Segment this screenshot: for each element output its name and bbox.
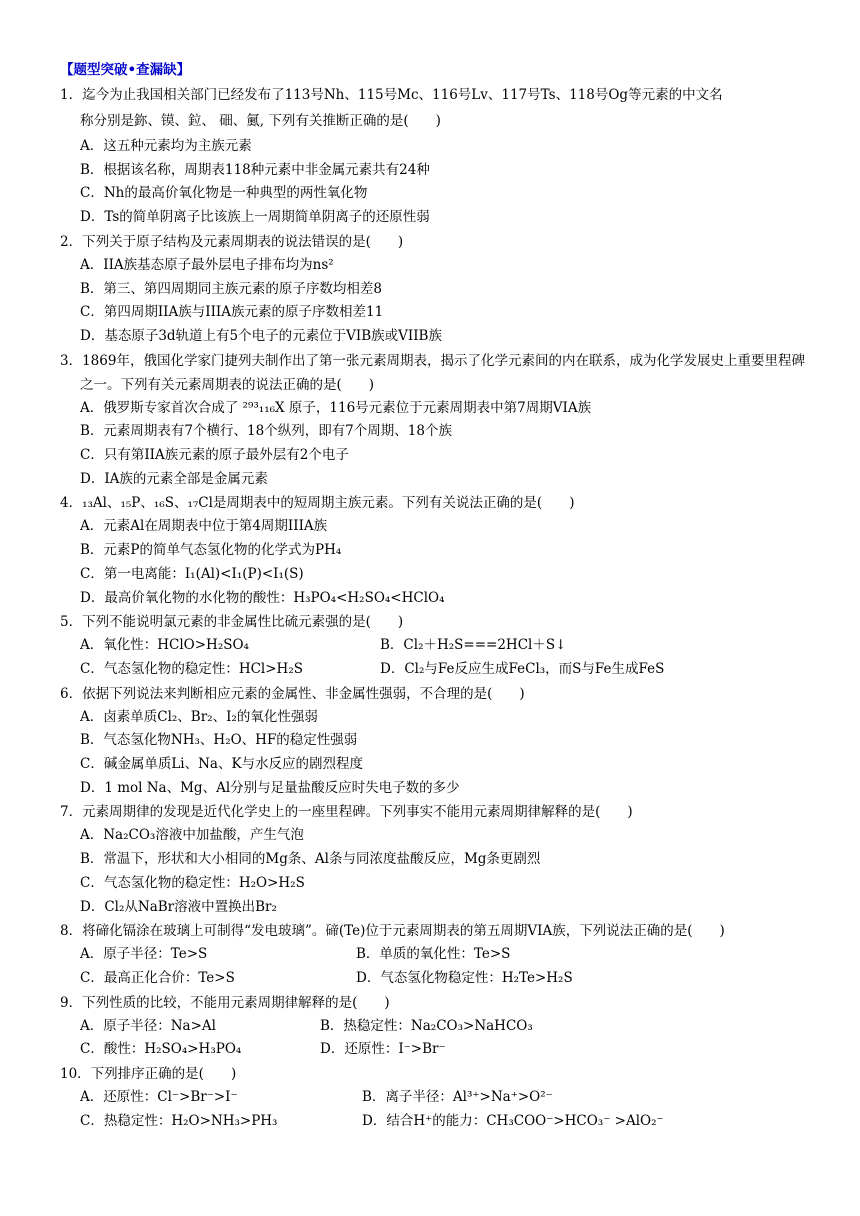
option-c: C．第四周期IIA族与IIIA族元素的原子序数相差11 [80, 304, 384, 321]
worksheet [60, 60, 810, 1134]
question-6 [60, 682, 810, 801]
option-b: B．元素P的简单气态氢化物的化学式为PH₄ [80, 542, 342, 559]
option-a: A．原子半径：Na>Al [80, 1017, 216, 1034]
question-10 [60, 1062, 810, 1133]
question-1 [60, 83, 810, 230]
question-5 [60, 610, 810, 681]
option-d: D．最高价氧化物的水化物的酸性：H₃PO₄<H₂SO₄<HClO₄ [80, 589, 445, 606]
option-d: D．IA族的元素全部是金属元素 [80, 470, 268, 487]
question-8 [60, 919, 810, 990]
option-c: C．酸性：H₂SO₄>H₃PO₄ [80, 1041, 242, 1058]
option-a: A．元素Al在周期表中位于第4周期IIIA族 [80, 518, 328, 535]
option-b: B．单质的氧化性：Te>S [356, 946, 511, 963]
option-a: A．俄罗斯专家首次合成了 ²⁹³₁₁₆X 原子，116号元素位于元素周期表中第7周期VIA族 [80, 399, 592, 416]
option-a: A．IIA族基态原子最外层电子排布均为ns² [80, 256, 334, 273]
option-d: D．气态氢化物稳定性：H₂Te>H₂S [356, 969, 573, 986]
option-d: D．Ts的简单阴离子比该族上一周期简单阴离子的还原性弱 [80, 209, 430, 226]
option-c: C．热稳定性：H₂O>NH₃>PH₃ [80, 1112, 278, 1129]
option-b: B．元素周期表有7个横行、18个纵列，即有7个周期、18个族 [80, 423, 452, 440]
question-stem: 2．下列关于原子结构及元素周期表的说法错误的是( ) [60, 233, 404, 250]
question-2 [60, 230, 810, 349]
question-7 [60, 800, 810, 919]
option-b: B．离子半径：Al³⁺>Na⁺>O²⁻ [362, 1089, 553, 1106]
option-b: B．热稳定性：Na₂CO₃>NaHCO₃ [320, 1017, 533, 1034]
option-c: C．第一电离能：I₁(Al)<I₁(P)<I₁(S) [80, 565, 304, 582]
question-stem: 9．下列性质的比较，不能用元素周期律解释的是( ) [60, 994, 390, 1011]
option-a: A．还原性：Cl⁻>Br⁻>I⁻ [80, 1089, 238, 1106]
question-stem: 8．将碲化镉涂在玻璃上可制得“发电玻璃”。碲(Te)位于元素周期表的第五周期VIA族，下列说法正确的是( ) [60, 923, 725, 940]
option-c: C．最高正化合价：Te>S [80, 969, 235, 986]
question-stem: 4．₁₃Al、₁₅P、₁₆S、₁₇Cl是周期表中的短周期主族元素。下列有关说法正确的是( ) [60, 495, 575, 512]
question-stem: 7．元素周期律的发现是近代化学史上的一座里程碑。下列事实不能用元素周期律解释的是( ) [60, 804, 633, 821]
question-stem: 5．下列不能说明氯元素的非金属性比硫元素强的是( ) [60, 614, 404, 631]
option-d: D．1 mol Na、Mg、Al分别与足量盐酸反应时失电子数的多少 [80, 779, 460, 796]
question-stem: 1．迄今为止我国相关部门已经发布了113号Nh、115号Mc、116号Lv、117号Ts、118号Og等元素的中文名 [60, 87, 723, 103]
element-names: 鉝、 鿬、鿫, [188, 113, 265, 129]
option-c: C．气态氢化物的稳定性：HCl>H₂S [80, 660, 303, 677]
option-b: B．第三、第四周期同主族元素的原子序数均相差8 [80, 280, 383, 297]
option-b: B．常温下，形状和大小相同的Mg条、Al条与同浓度盐酸反应，Mg条更剧烈 [80, 851, 541, 868]
question-stem-part: 称分别是鉨、镆、 [80, 113, 188, 129]
question-stem: 3．1869年，俄国化学家门捷列夫制作出了第一张元素周期表，揭示了化学元素间的内在联系，成为化学发展史上重要里程碑之一。下列有关元素周期表的说法正确的是( ) [60, 352, 805, 393]
question-3 [60, 349, 810, 492]
option-c: C．只有第IIA族元素的原子最外层有2个电子 [80, 447, 349, 464]
option-a: A．原子半径：Te>S [80, 946, 208, 963]
question-9 [60, 991, 810, 1062]
option-c: C．碱金属单质Li、Na、K与水反应的剧烈程度 [80, 756, 364, 773]
option-b: B．Cl₂＋H₂S===2HCl＋S↓ [380, 637, 567, 654]
question-stem: 10．下列排序正确的是( ) [60, 1066, 237, 1083]
question-stem-part: 下列有关推断正确的是( ) [264, 113, 441, 129]
question-4 [60, 491, 810, 610]
option-d: D．基态原子3d轨道上有5个电子的元素位于VIB族或VIIB族 [80, 327, 442, 344]
question-stem: 6．依据下列说法来判断相应元素的金属性、非金属性强弱，不合理的是( ) [60, 685, 525, 702]
section-header: 【题型突破•查漏缺】 [60, 62, 191, 78]
option-d: D．Cl₂从NaBr溶液中置换出Br₂ [80, 898, 277, 915]
option-a: A．Na₂CO₃溶液中加盐酸，产生气泡 [80, 827, 304, 844]
option-b: B．气态氢化物NH₃、H₂O、HF的稳定性强弱 [80, 732, 358, 749]
option-a: A．卤素单质Cl₂、Br₂、I₂的氧化性强弱 [80, 708, 318, 725]
option-c: C．气态氢化物的稳定性：H₂O>H₂S [80, 874, 305, 891]
option-d: D．Cl₂与Fe反应生成FeCl₃，而S与Fe生成FeS [380, 660, 665, 677]
option-d: D．结合H⁺的能力：CH₃COO⁻>HCO₃⁻ >AlO₂⁻ [362, 1112, 664, 1129]
option-b: B．根据该名称，周期表118种元素中非金属元素共有24种 [80, 161, 430, 178]
option-a: A．这五种元素均为主族元素 [80, 138, 252, 154]
option-c: C．Nh的最高价氧化物是一种典型的两性氧化物 [80, 185, 368, 202]
option-a: A．氧化性：HClO>H₂SO₄ [80, 637, 249, 654]
option-d: D．还原性：I⁻>Br⁻ [320, 1041, 446, 1058]
